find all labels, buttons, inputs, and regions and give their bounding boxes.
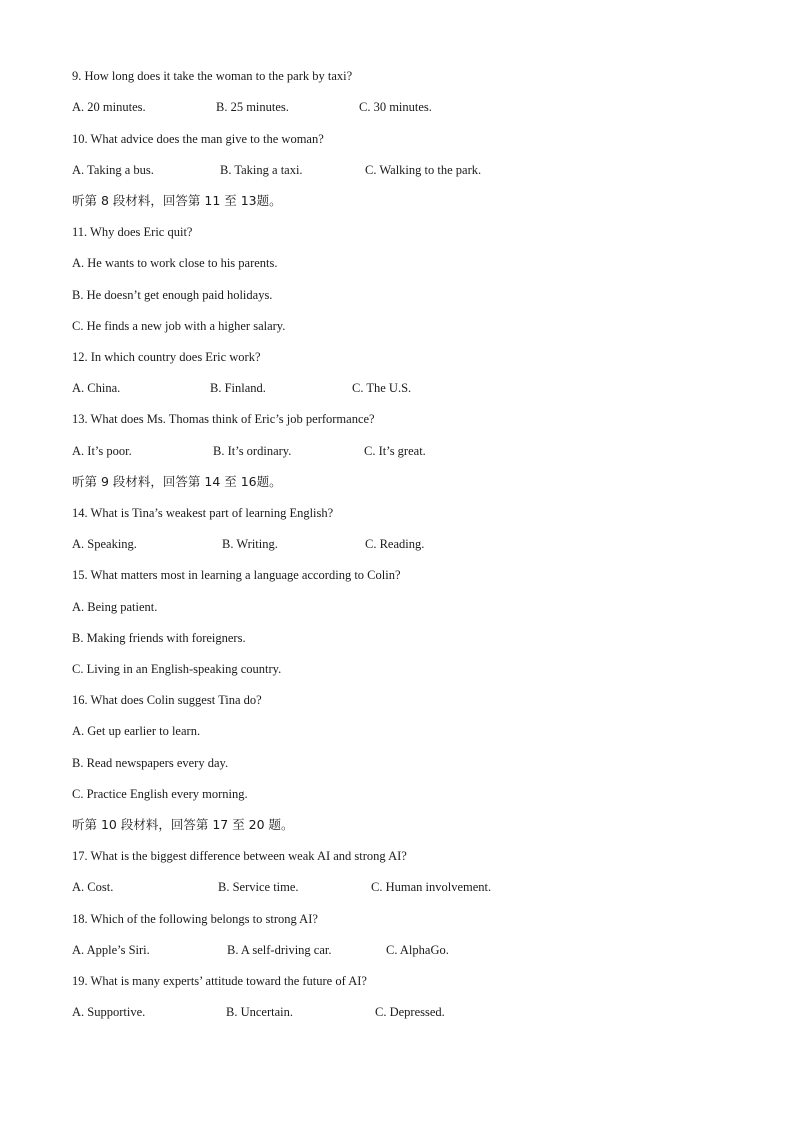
option-a: A. Taking a bus. xyxy=(72,163,154,177)
option-b: B. Service time. xyxy=(218,880,299,894)
option-b: B. 25 minutes. xyxy=(216,100,289,114)
option-b: B. Finland. xyxy=(210,381,266,395)
question-14-options xyxy=(72,536,772,552)
option-b: B. A self-driving car. xyxy=(227,943,332,957)
option-c: C. AlphaGo. xyxy=(386,943,449,957)
question-18-options xyxy=(72,942,772,958)
question-10-options xyxy=(72,162,772,178)
option-a: A. Get up earlier to learn. xyxy=(72,724,201,738)
option-a: A. Apple’s Siri. xyxy=(72,943,150,957)
option-a: A. Being patient. xyxy=(72,600,158,614)
option-a: A. 20 minutes. xyxy=(72,100,146,114)
option-b: B. Making friends with foreigners. xyxy=(72,631,246,645)
option-b: B. Uncertain. xyxy=(226,1005,293,1019)
question-12: 12. In which country does Eric work? xyxy=(72,350,261,364)
option-a: A. It’s poor. xyxy=(72,444,132,458)
question-10: 10. What advice does the man give to the woman? xyxy=(72,132,324,146)
section-heading-9: 听第 9 段材料，回答第 14 至 16题。 xyxy=(72,474,282,489)
option-c: C. Human involvement. xyxy=(371,880,492,894)
option-b: B. He doesn’t get enough paid holidays. xyxy=(72,288,273,302)
option-c: C. It’s great. xyxy=(364,444,426,458)
section-heading-8: 听第 8 段材料，回答第 11 至 13题。 xyxy=(72,193,282,208)
option-c: C. Practice English every morning. xyxy=(72,787,248,801)
option-c: C. Walking to the park. xyxy=(365,163,482,177)
option-a: A. He wants to work close to his parents. xyxy=(72,256,278,270)
option-c: C. Reading. xyxy=(365,537,425,551)
option-a: A. China. xyxy=(72,381,121,395)
question-15: 15. What matters most in learning a language according to Colin? xyxy=(72,568,401,582)
question-9: 9. How long does it take the woman to the park by taxi? xyxy=(72,69,353,83)
question-19: 19. What is many experts’ attitude toward the future of AI? xyxy=(72,974,367,988)
option-b: B. Taking a taxi. xyxy=(220,163,303,177)
section-heading-10: 听第 10 段材料，回答第 17 至 20 题。 xyxy=(72,817,294,832)
option-c: C. Depressed. xyxy=(375,1005,445,1019)
option-a: A. Cost. xyxy=(72,880,114,894)
question-18: 18. Which of the following belongs to strong AI? xyxy=(72,912,318,926)
question-17-options xyxy=(72,879,772,895)
question-13: 13. What does Ms. Thomas think of Eric’s job performance? xyxy=(72,412,375,426)
question-13-options xyxy=(72,443,772,459)
option-c: C. 30 minutes. xyxy=(359,100,432,114)
option-b: B. Read newspapers every day. xyxy=(72,756,229,770)
question-11: 11. Why does Eric quit? xyxy=(72,225,193,239)
option-b: B. It’s ordinary. xyxy=(213,444,292,458)
question-14: 14. What is Tina’s weakest part of learning English? xyxy=(72,506,334,520)
option-c: C. The U.S. xyxy=(352,381,412,395)
option-a: A. Speaking. xyxy=(72,537,137,551)
option-b: B. Writing. xyxy=(222,537,278,551)
question-12-options xyxy=(72,380,772,396)
option-c: C. Living in an English-speaking country. xyxy=(72,662,282,676)
option-c: C. He finds a new job with a higher salary. xyxy=(72,319,286,333)
question-16: 16. What does Colin suggest Tina do? xyxy=(72,693,262,707)
question-17: 17. What is the biggest difference between weak AI and strong AI? xyxy=(72,849,407,863)
question-9-options xyxy=(72,99,772,115)
option-a: A. Supportive. xyxy=(72,1005,146,1019)
question-19-options xyxy=(72,1004,772,1020)
